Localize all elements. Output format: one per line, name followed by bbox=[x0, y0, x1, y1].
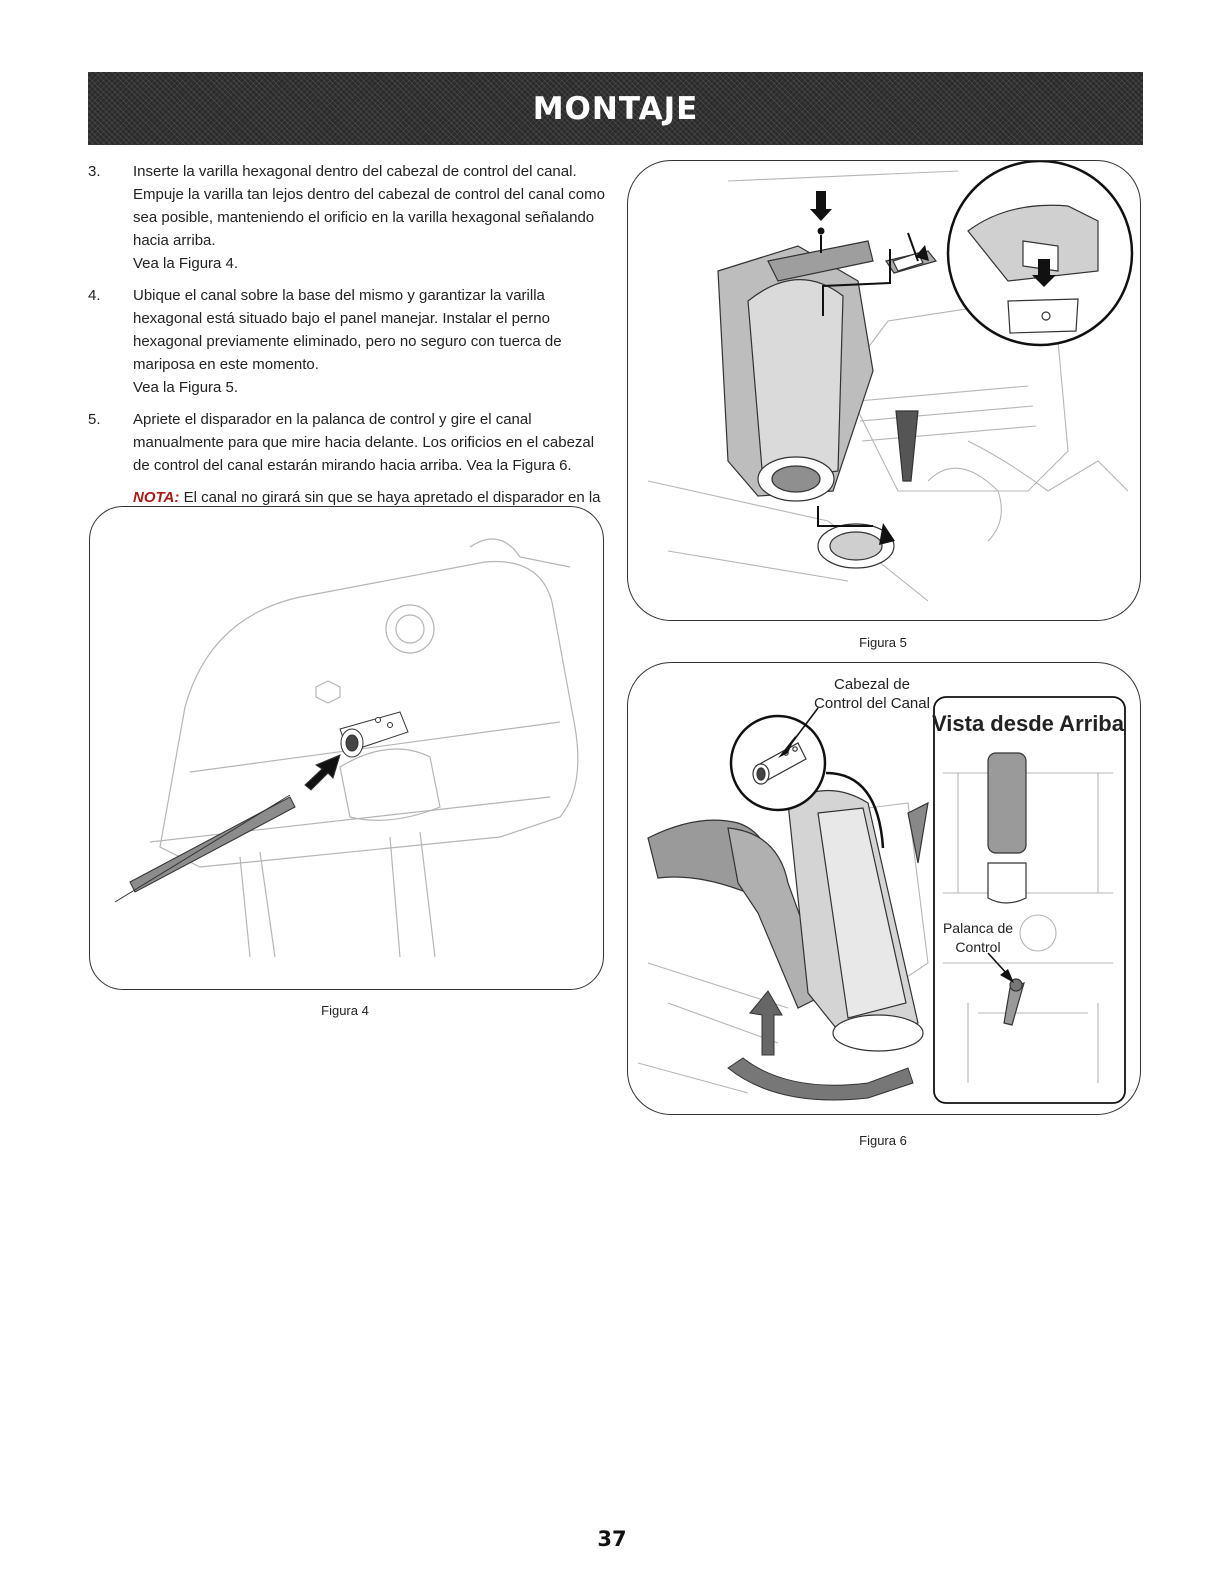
step-3 bbox=[88, 160, 608, 275]
step-number: 5. bbox=[88, 411, 101, 428]
note-text: El canal no girará sin que se haya apretado el disparador en la bbox=[183, 489, 601, 506]
instruction-steps bbox=[88, 160, 608, 532]
note-label: NOTA: bbox=[133, 489, 180, 506]
figure-6-drawing bbox=[628, 663, 1140, 1114]
figure-5-drawing bbox=[628, 161, 1140, 620]
label-control-lever-line1: Palanca de bbox=[942, 920, 1014, 936]
label-control-lever-line2: Control bbox=[955, 939, 1001, 955]
figure-5-illustration bbox=[627, 160, 1141, 621]
step-figure-ref: Vea la Figura 5. bbox=[133, 379, 239, 396]
section-header-banner bbox=[88, 72, 1143, 145]
step-number: 3. bbox=[88, 163, 101, 180]
inset-title: Vista desde Arriba bbox=[932, 711, 1124, 736]
figure-4-caption: Figura 4 bbox=[321, 1003, 369, 1018]
figure-5-caption: Figura 5 bbox=[859, 635, 907, 650]
section-title: MONTAJE bbox=[532, 90, 699, 127]
label-chute-head-line2: Control del Canal bbox=[814, 695, 930, 712]
step-text: Apriete el disparador en la palanca de control y gire el canal manualmente para que mire hacia delante. Los orificios en el cabezal de control del canal estarán mirando hacia arriba. Vea la Figura 6. bbox=[133, 411, 595, 474]
page-number: 37 bbox=[597, 1527, 627, 1551]
step-5 bbox=[88, 408, 608, 477]
figure-6-illustration bbox=[627, 662, 1141, 1115]
figure-6-caption: Figura 6 bbox=[859, 1133, 907, 1148]
step-text: Ubique el canal sobre la base del mismo y garantizar la varilla hexagonal está situado bajo el panel manejar. Instalar el perno hexagonal previamente eliminado, pero no seguro con tuerca de mariposa en este momento. bbox=[133, 287, 562, 373]
step-figure-ref: Vea la Figura 4. bbox=[133, 255, 239, 272]
figure-4-illustration bbox=[89, 506, 604, 990]
step-text: Inserte la varilla hexagonal dentro del cabezal de control del canal. Empuje la varilla tan lejos dentro del cabezal de control del canal como sea posible, manteniendo el orificio en la varilla hexagonal señalando hacia arriba. bbox=[133, 163, 605, 249]
label-chute-head-line1: Cabezal de bbox=[834, 676, 910, 693]
step-number: 4. bbox=[88, 287, 101, 304]
figure-4-drawing bbox=[90, 507, 603, 989]
step-4 bbox=[88, 284, 608, 399]
